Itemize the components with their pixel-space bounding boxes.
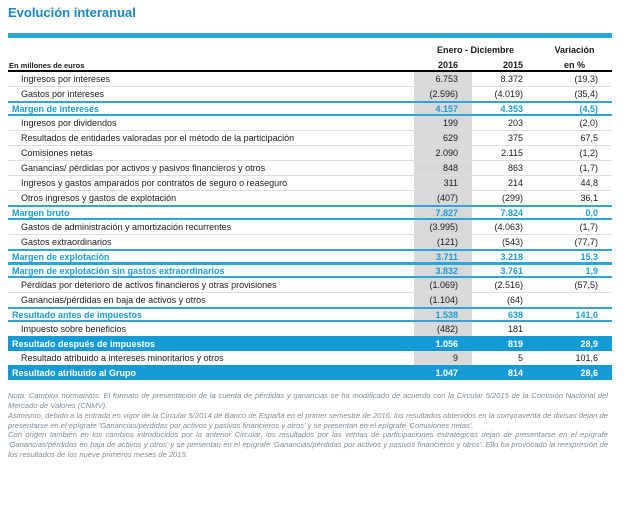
table-row — [8, 72, 612, 87]
table-row — [8, 249, 612, 264]
value-2015: (4.019) — [494, 89, 523, 99]
unit-label: En millones de euros — [9, 61, 85, 70]
value-2015: 3.218 — [500, 251, 523, 262]
table-row — [8, 278, 612, 293]
table-row — [8, 263, 612, 278]
table-row — [8, 235, 612, 250]
table-row — [8, 293, 612, 308]
value-2016: 199 — [414, 116, 472, 130]
row-label: Ingresos por intereses — [21, 74, 111, 84]
row-label: Ingresos por dividendos — [21, 118, 117, 128]
income-statement-table — [8, 33, 612, 380]
row-label: Resultado atribuido a intereses minoritarios y otros — [21, 353, 224, 363]
value-variation: (4,5) — [579, 103, 598, 114]
footnote — [8, 391, 608, 460]
value-2016: 7.827 — [414, 207, 472, 218]
footnote-paragraph: Asimismo, debido a la entrada en vigor de la Circular 5/2014 de Banco de España en el primer semestre de 2016, los resultados obtenidos en la compraventa de divisas dejan de presentarse en el epígrafe 'Ganancias/pérdidas por activos y pasivos financieros y otros' y se presentan en el epígrafe 'Comisiones netas'. — [8, 410, 608, 430]
table-row — [8, 307, 612, 322]
row-label: Resultado después de impuestos — [12, 338, 156, 349]
table-row — [8, 87, 612, 102]
value-2015: 638 — [507, 309, 523, 320]
row-label: Margen de explotación — [12, 251, 110, 262]
row-label: Comisiones netas — [21, 148, 93, 158]
table-header-row-period — [8, 38, 612, 55]
value-2016: 311 — [414, 176, 472, 190]
value-2015: 375 — [507, 133, 523, 143]
column-header-2016: 2016 — [437, 60, 458, 70]
value-2016: 1.056 — [435, 338, 458, 349]
table-row — [8, 116, 612, 131]
value-variation: (19,3) — [574, 74, 598, 84]
row-label: Gastos extraordinarios — [21, 237, 112, 247]
row-label: Gastos de administración y amortización recurrentes — [21, 222, 232, 232]
value-2016: 6.753 — [414, 72, 472, 86]
value-variation: (77,7) — [574, 237, 598, 247]
value-variation — [537, 293, 612, 307]
value-2016: (1.104) — [414, 293, 472, 307]
value-variation: 141,0 — [575, 309, 598, 320]
value-2015: 214 — [507, 178, 523, 188]
value-variation: 44,8 — [580, 178, 598, 188]
value-2015: 203 — [507, 118, 523, 128]
row-label: Gastos por intereses — [21, 89, 105, 99]
value-variation: 15,3 — [580, 251, 598, 262]
table-row — [8, 220, 612, 235]
value-2016: 848 — [414, 161, 472, 175]
value-2016: 629 — [414, 131, 472, 145]
value-variation: 1,9 — [585, 265, 598, 276]
value-variation: (1,7) — [579, 222, 598, 232]
row-label: Resultado atribuido al Grupo — [12, 367, 137, 378]
row-label: Resultado antes de impuestos — [12, 309, 143, 320]
value-2015: 819 — [507, 338, 523, 349]
value-2015: (299) — [501, 193, 523, 203]
row-label: Ganancias/ pérdidas por activos y pasivos financieros y otros — [21, 163, 266, 173]
row-label: Impuesto sobre beneficios — [21, 324, 127, 334]
value-2015: (64) — [506, 295, 523, 305]
table-header — [8, 38, 612, 72]
value-2016: 4.157 — [414, 103, 472, 114]
value-2015: (543) — [501, 237, 523, 247]
row-label: Ingresos y gastos amparados por contratos de seguro o reaseguro — [21, 178, 288, 188]
page-title: Evolución interanual — [8, 5, 136, 20]
value-variation: (57,5) — [574, 280, 598, 290]
variation-header-line1: Variación — [554, 45, 595, 55]
table-row — [8, 365, 612, 380]
value-2016: (407) — [414, 191, 472, 205]
value-2016: (3.995) — [414, 220, 472, 234]
value-variation: (35,4) — [574, 89, 598, 99]
value-2016: 1.047 — [435, 367, 458, 378]
value-2015: 3.761 — [500, 265, 523, 276]
value-variation: 36,1 — [580, 193, 598, 203]
row-label: Resultados de entidades valoradas por el método de la participación — [21, 133, 295, 143]
value-2015: 4.353 — [500, 103, 523, 114]
table-header-row-years — [8, 55, 612, 70]
value-2015: 863 — [507, 163, 523, 173]
table-row — [8, 146, 612, 161]
row-label: Margen de explotación sin gastos extraordinarios — [12, 265, 225, 276]
value-2016: 1.538 — [414, 309, 472, 320]
row-label: Margen bruto — [12, 207, 70, 218]
table-row — [8, 161, 612, 176]
value-variation: 101,6 — [575, 353, 598, 363]
value-variation: (1,2) — [579, 148, 598, 158]
value-variation: 28,9 — [580, 338, 598, 349]
value-2015: 814 — [507, 367, 523, 378]
table-row — [8, 205, 612, 220]
footnote-paragraph: Con origen también en los cambios introducidos por la anterior Circular, los resultados por las ventas de participaciones estratégicas dejan de presentarse en el epígrafe 'Ganancias/pérdidas en baja de activos y otros' y se presentan en el epígrafe 'Ganancias/pérdidas por activos y pasivos financieros y otros'. Ello ha provocado la reexpresión de los resultados de los nueve primeros meses de 2015. — [8, 430, 608, 460]
table-row — [8, 351, 612, 366]
value-variation: 0,0 — [585, 207, 598, 218]
value-2016: 9 — [414, 351, 472, 365]
value-2016: (482) — [414, 322, 472, 336]
value-variation: 67,5 — [580, 133, 598, 143]
value-2015: 2.115 — [501, 148, 523, 158]
value-2015: (2.516) — [494, 280, 523, 290]
footnote-paragraph: Nota: Cambios normativos: El formato de presentación de la cuenta de pérdidas y ganancias se ha modificado de acuerdo con la Circular 5/2015 de la Comisión Nacional del Mercado de Valores (CNMV). — [8, 391, 608, 410]
table-row — [8, 101, 612, 116]
row-label: Otros ingresos y gastos de explotación — [21, 193, 177, 203]
table-row — [8, 336, 612, 351]
table-row — [8, 322, 612, 337]
value-2015: (4.063) — [494, 222, 523, 232]
value-2016: (121) — [414, 235, 472, 249]
value-variation: (1,7) — [579, 163, 598, 173]
table-row — [8, 191, 612, 206]
value-2016: (1.069) — [414, 278, 472, 292]
table-row — [8, 131, 612, 146]
value-2016: 2.090 — [414, 146, 472, 160]
value-2015: 181 — [507, 324, 523, 334]
value-variation: (2,0) — [579, 118, 598, 128]
value-variation — [537, 322, 612, 336]
value-2015: 7.824 — [500, 207, 523, 218]
row-label: Ganancias/pérdidas en baja de activos y otros — [21, 295, 206, 305]
value-2016: 3.832 — [414, 265, 472, 276]
table-body — [8, 72, 612, 380]
period-header: Enero - Diciembre — [436, 45, 515, 55]
value-2015: 5 — [517, 353, 523, 363]
row-label: Pérdidas por deterioro de activos financieros y otras provisiones — [21, 280, 277, 290]
value-2016: 3.711 — [414, 251, 472, 262]
table-row — [8, 176, 612, 191]
row-label: Margen de intereses — [12, 103, 100, 114]
column-header-2015: 2015 — [502, 60, 523, 70]
value-2015: 8.372 — [500, 74, 523, 84]
value-2016: (2.596) — [414, 87, 472, 101]
value-variation: 28,6 — [580, 367, 598, 378]
variation-header-line2: en % — [563, 60, 585, 70]
